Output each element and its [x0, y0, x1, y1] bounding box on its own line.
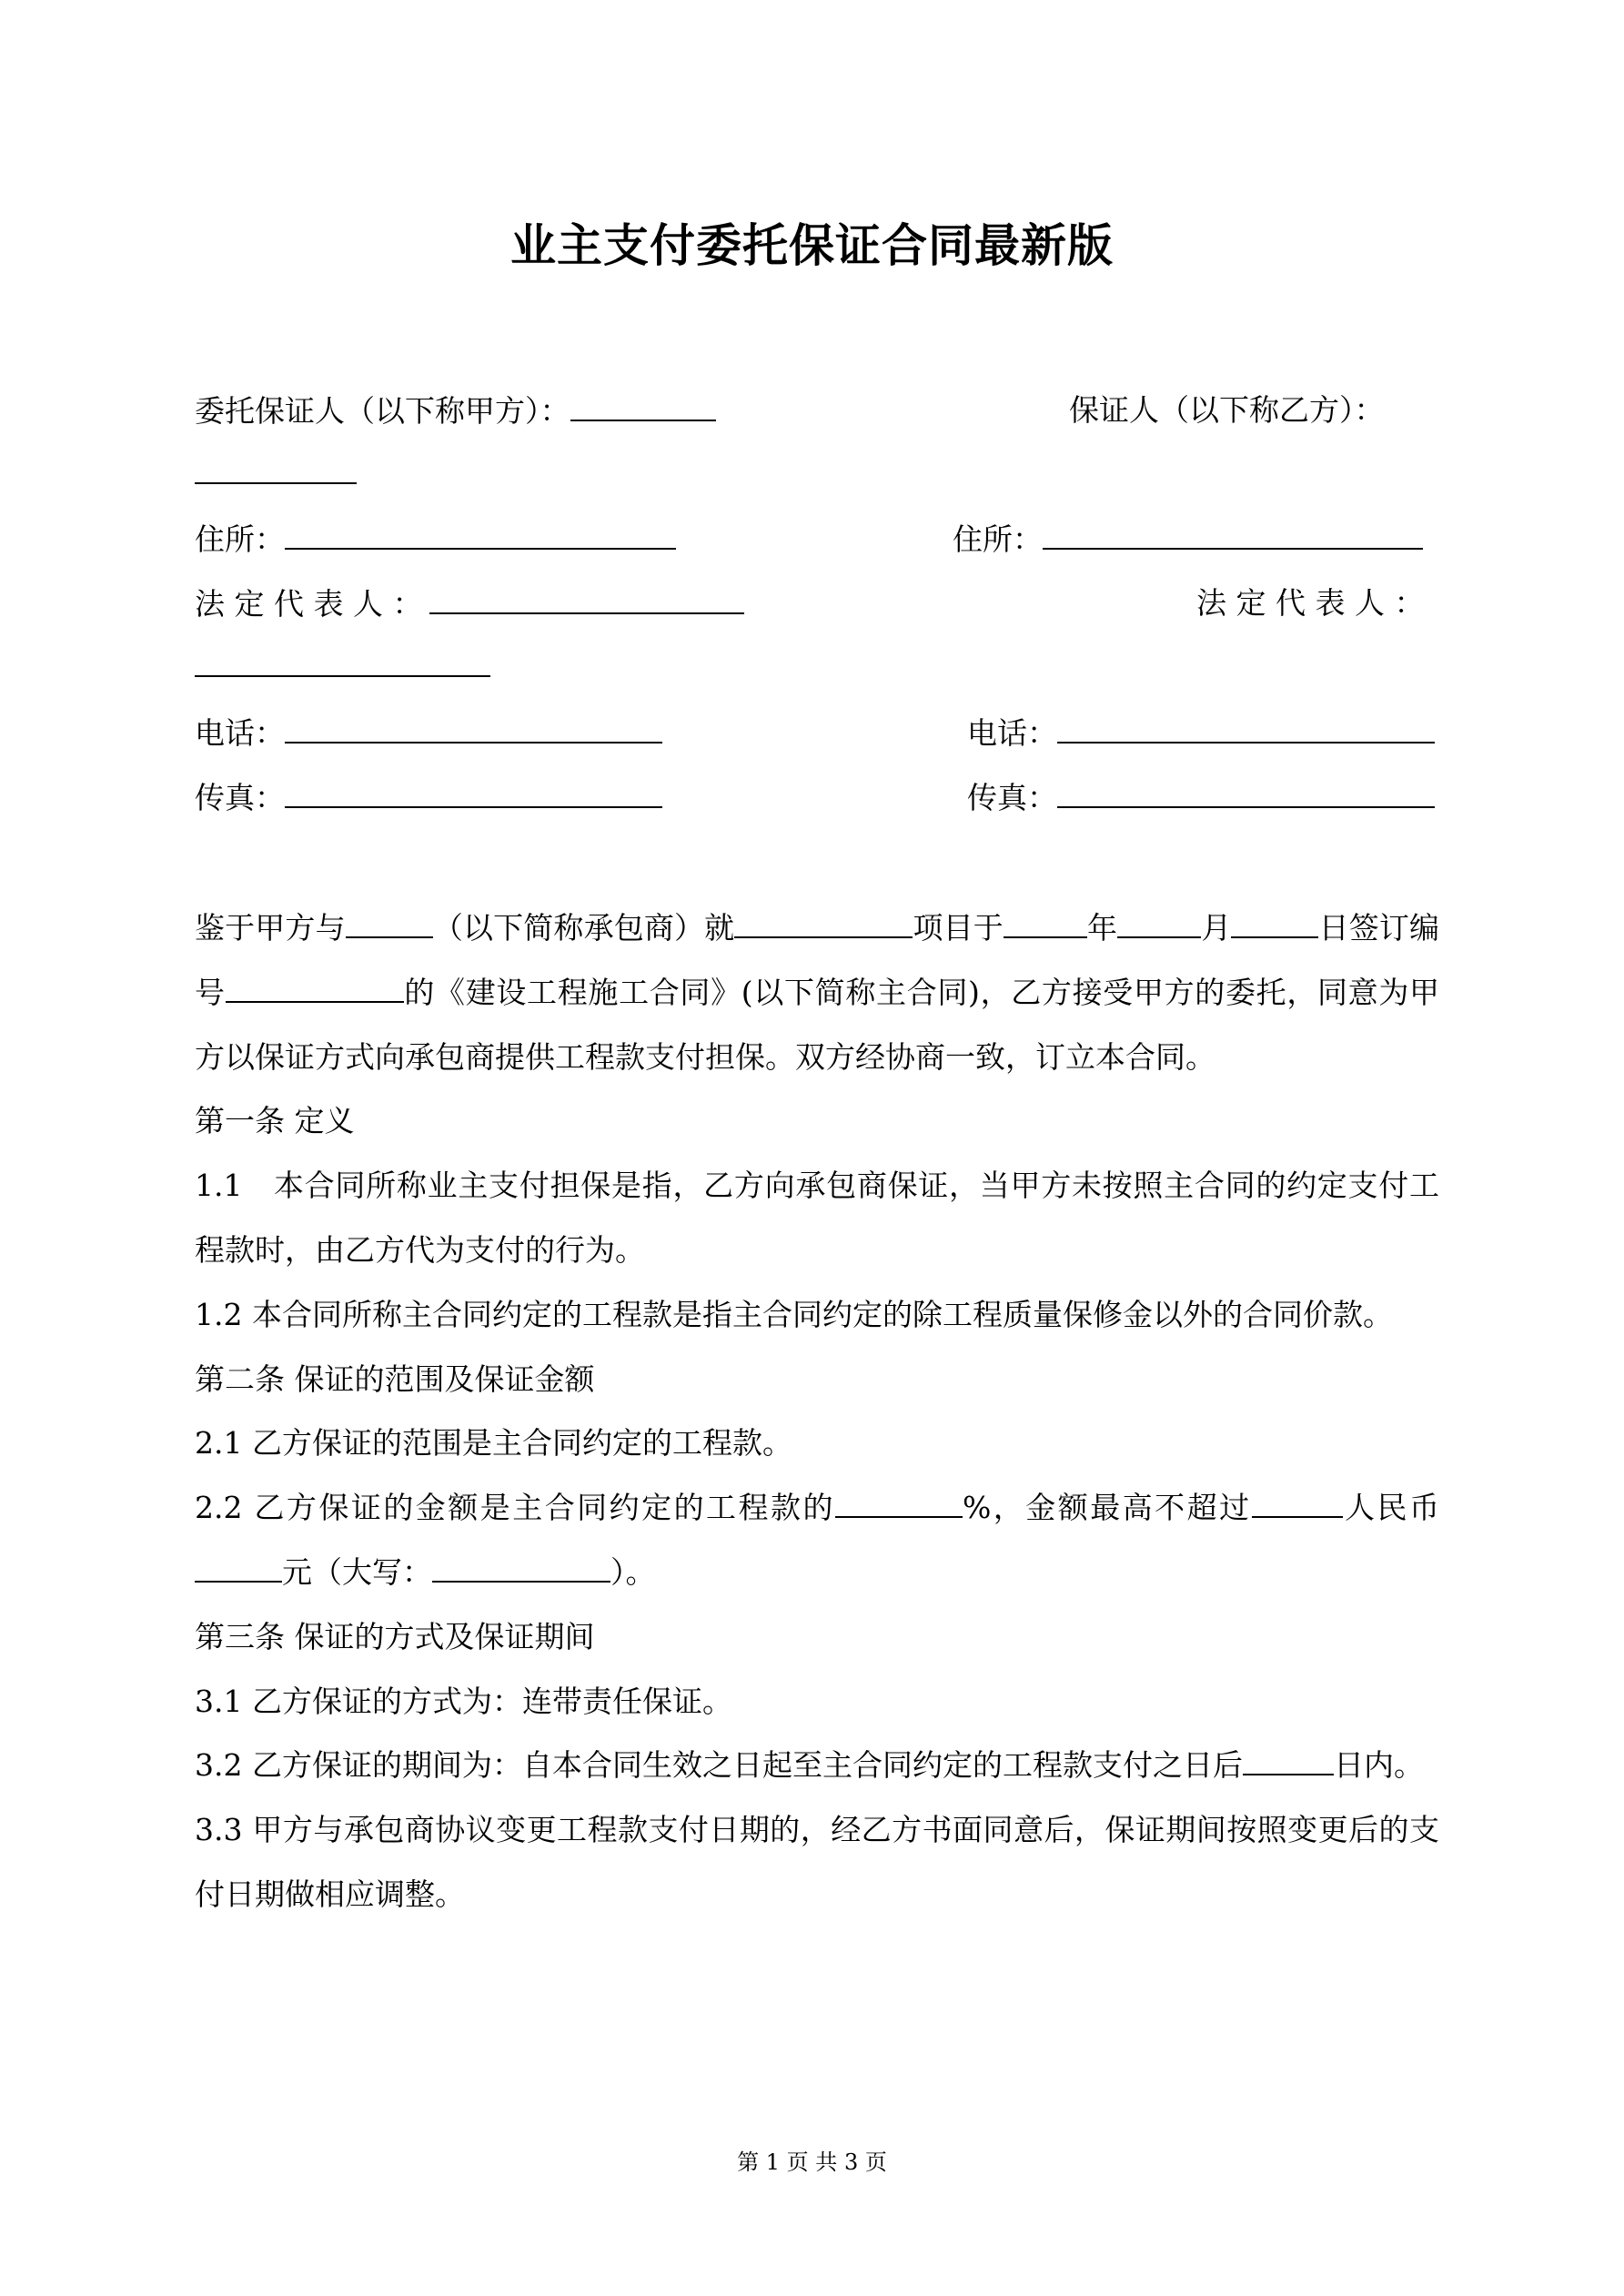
document-title: 业主支付委托保证合同最新版 — [510, 219, 1114, 272]
legal-rep-b-line — [1196, 585, 1424, 622]
contract-body — [195, 896, 1439, 1927]
address-a-line — [195, 521, 676, 558]
year-blank[interactable] — [1004, 911, 1087, 938]
phone-b-label: 电话： — [967, 715, 1057, 751]
legal-rep-a-label: 法 定 代 表 人 ： — [195, 586, 423, 622]
intro-text-3: 项目于 — [913, 910, 1004, 946]
legal-rep-b-blank[interactable] — [195, 648, 490, 677]
article-2-2-text-b: %，金额最高不超过 — [962, 1490, 1252, 1526]
fax-b-label: 传真： — [967, 780, 1057, 815]
article-1-title: 第一条 定义 — [195, 1103, 355, 1139]
article-2-2 — [195, 1476, 1439, 1605]
project-blank[interactable] — [734, 911, 913, 938]
article-1-2: 1.2 本合同所称主合同约定的工程款是指主合同约定的除工程质量保修金以外的合同价款。 — [195, 1296, 1393, 1332]
phone-b-blank[interactable] — [1057, 714, 1435, 743]
month-blank[interactable] — [1117, 911, 1201, 938]
rmb-amount-blank[interactable] — [195, 1555, 282, 1583]
phone-b-line — [967, 714, 1435, 752]
principal-blank[interactable] — [570, 392, 716, 421]
legal-rep-b-blank-line — [195, 648, 490, 685]
intro-paragraph — [195, 896, 1439, 1089]
guarantee-days-blank[interactable] — [1243, 1748, 1334, 1775]
guarantor-line — [1069, 392, 1385, 429]
article-3-2-text-b: 日内。 — [1333, 1747, 1424, 1784]
phone-a-label: 电话： — [195, 715, 285, 751]
article-2-2-text-e: ）。 — [610, 1553, 656, 1590]
intro-text-2: （以下简称承包商）就 — [432, 910, 735, 946]
address-a-label: 住所： — [195, 521, 285, 557]
phone-a-line — [195, 714, 662, 752]
amount-words-blank[interactable] — [432, 1555, 610, 1583]
article-3-3: 3.3 甲方与承包商协议变更工程款支付日期的，经乙方书面同意后，保证期间按照变更后的支付日期做相应调整。 — [195, 1812, 1439, 1912]
article-2-1: 2.1 乙方保证的范围是主合同约定的工程款。 — [195, 1425, 792, 1462]
contractor-blank[interactable] — [346, 911, 433, 938]
article-2-title: 第二条 保证的范围及保证金额 — [195, 1360, 595, 1397]
address-b-line — [953, 521, 1423, 558]
article-1-1: 1.1 本合同所称业主支付担保是指，乙方向承包商保证，当甲方未按照主合同的约定支付工程款时，由乙方代为支付的行为。 — [195, 1168, 1439, 1268]
contract-number-blank[interactable] — [226, 976, 404, 1003]
article-3-1: 3.1 乙方保证的方式为：连带责任保证。 — [195, 1683, 732, 1719]
max-amount-blank[interactable] — [1252, 1491, 1343, 1518]
intro-text-1: 鉴于甲方与 — [195, 910, 346, 946]
legal-rep-a-line — [195, 585, 744, 622]
address-b-label: 住所： — [953, 521, 1043, 557]
fax-a-label: 传真： — [195, 780, 285, 815]
article-2-2-text-a: 2.2 乙方保证的金额是主合同约定的工程款的 — [195, 1490, 835, 1526]
principal-label: 委托保证人（以下称甲方）： — [195, 393, 570, 429]
guarantor-blank-line — [195, 455, 357, 492]
intro-text-4: 年 — [1086, 910, 1118, 946]
phone-a-blank[interactable] — [285, 714, 662, 743]
guarantor-label: 保证人（以下称乙方）： — [1069, 392, 1385, 428]
article-2-2-text-d: 元（大写： — [282, 1553, 432, 1590]
legal-rep-b-label: 法 定 代 表 人 ： — [1196, 585, 1425, 621]
guarantor-blank[interactable] — [195, 455, 357, 484]
percent-blank[interactable] — [835, 1491, 963, 1518]
address-b-blank[interactable] — [1043, 521, 1423, 550]
fax-a-blank[interactable] — [285, 779, 662, 808]
page-footer: 第 1 页 共 3 页 — [737, 2149, 887, 2175]
intro-text-6: 日签订编号 — [195, 910, 1440, 1010]
address-a-blank[interactable] — [285, 521, 676, 550]
article-3-2-text-a: 3.2 乙方保证的期间为：自本合同生效之日起至主合同约定的工程款支付之日后 — [195, 1747, 1243, 1784]
legal-rep-a-blank[interactable] — [429, 585, 744, 614]
fax-b-line — [967, 779, 1435, 816]
intro-text-7: 的《建设工程施工合同》(以下简称主合同)，乙方接受甲方的委托，同意为甲方以保证方式向承包商提供工程款支付担保。双方经协商一致，订立本合同。 — [195, 974, 1440, 1075]
article-2-2-text-c: 人民币 — [1342, 1490, 1440, 1526]
article-3-2 — [195, 1734, 1439, 1798]
intro-text-5: 月 — [1201, 910, 1232, 946]
fax-a-line — [195, 779, 662, 816]
fax-b-blank[interactable] — [1057, 779, 1435, 808]
principal-line — [195, 392, 716, 430]
day-blank[interactable] — [1231, 911, 1318, 938]
article-3-title: 第三条 保证的方式及保证期间 — [195, 1618, 595, 1654]
